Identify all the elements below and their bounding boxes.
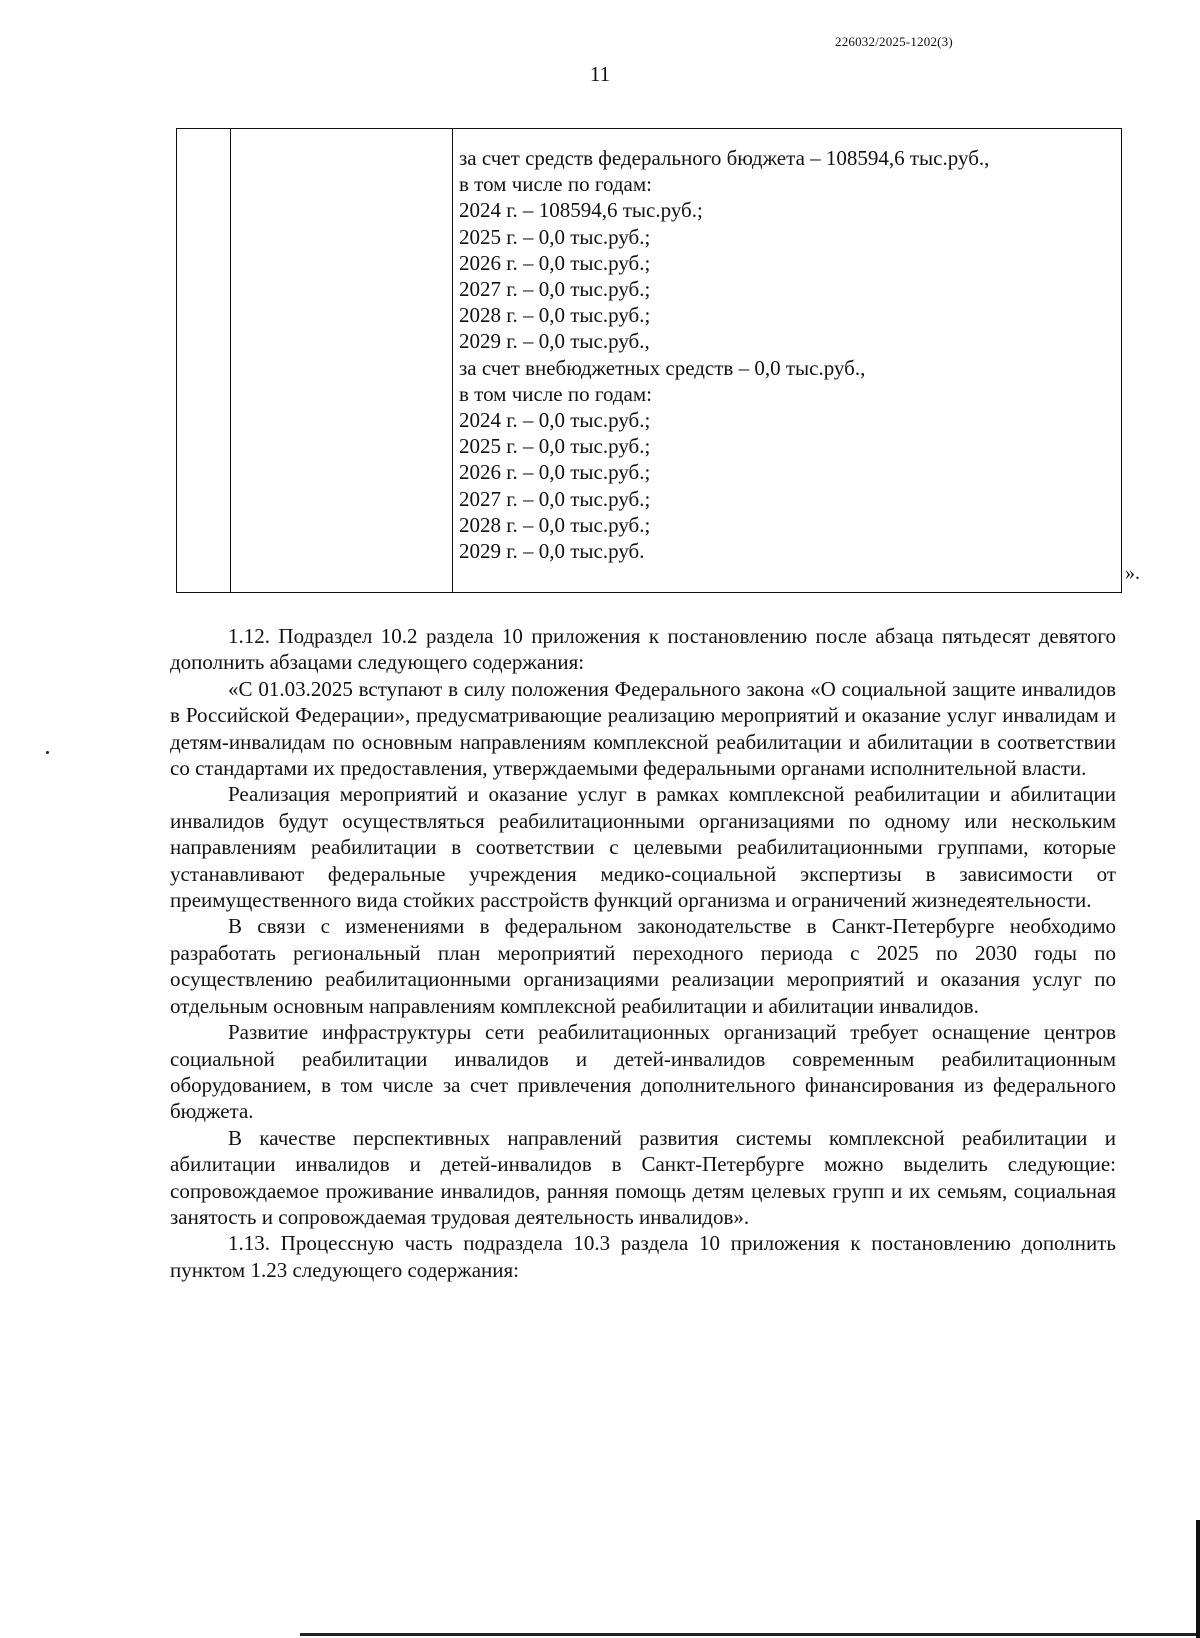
funding-line: 2024 г. – 108594,6 тыс.руб.; — [459, 198, 703, 223]
paragraph-directions: В качестве перспективных направлений развития системы комплексной реабилитации и абилитации инвалидов и детей-инвалидов в Санкт-Петербурге можно выделить следующие: сопровождаемое проживание инвалидов, ранняя помощь детям целевых групп и их семьям, социальная занятость и сопровождаемая трудовая деятельность инвалидов». — [170, 1125, 1116, 1229]
scan-bottom-edge — [300, 1633, 1200, 1636]
table-column-divider — [452, 129, 453, 592]
paragraph-legislation: В связи с изменениями в федеральном законодательстве в Санкт-Петербурге необходимо разработать региональный план мероприятий переходного периода с 2025 по 2030 годы по осуществлению реабилитационными организациями реализации мероприятий и оказания услуг по отдельным основным направлениям комплексной реабилитации и абилитации инвалидов. — [170, 914, 1116, 1018]
funding-line: 2028 г. – 0,0 тыс.руб.; — [459, 512, 651, 537]
funding-line: 2026 г. – 0,0 тыс.руб.; — [459, 250, 651, 275]
funding-table — [176, 128, 1122, 593]
funding-line: за счет внебюджетных средств – 0,0 тыс.руб., — [459, 355, 866, 380]
funding-line: 2027 г. – 0,0 тыс.руб.; — [459, 486, 651, 511]
funding-line: в том числе по годам: — [459, 381, 652, 406]
funding-line: 2028 г. – 0,0 тыс.руб.; — [459, 303, 651, 328]
paragraph-implementation: Реализация мероприятий и оказание услуг в рамках комплексной реабилитации и абилитации инвалидов будут осуществляться реабилитационными организациями по одному или нескольким направлениям реабилитации в соответствии с целевыми реабилитационными группами, которые устанавливают федеральные учреждения медико-социальной экспертизы в зависимости от преимущественного вида стойких расстройств функций организма и ограничений жизнедеятельности. — [170, 782, 1116, 913]
closing-quote: ». — [1125, 562, 1140, 584]
table-column-divider — [230, 129, 231, 592]
funding-line: за счет средств федерального бюджета – 108594,6 тыс.руб., — [459, 146, 990, 170]
funding-line: в том числе по годам: — [459, 172, 652, 197]
document-body — [170, 623, 1116, 1283]
funding-line: 2025 г. – 0,0 тыс.руб.; — [459, 224, 651, 249]
funding-line: 2029 г. – 0,0 тыс.руб., — [459, 329, 650, 354]
funding-line: 2024 г. – 0,0 тыс.руб.; — [459, 408, 651, 433]
funding-line: 2026 г. – 0,0 тыс.руб.; — [459, 460, 651, 485]
scan-speck — [46, 751, 49, 754]
scan-right-edge — [1196, 1520, 1200, 1638]
paragraph-quote-start: «С 01.03.2025 вступают в силу положения Федерального закона «О социальной защите инвалидов в Российской Федерации», предусматривающие реализацию мероприятий и оказание услуг инвалидам и детям-инвалидам по основным направлениям комплексной реабилитации и абилитации в соответствии со стандартами их предоставления, утверждаемыми федеральными органами исполнительной власти. — [170, 676, 1116, 781]
document-registration-number: 226032/2025-1202(3) — [835, 34, 953, 49]
paragraph-1-13: 1.13. Процессную часть подраздела 10.3 раздела 10 приложения к постановлению дополнить пунктом 1.23 следующего содержания: — [170, 1231, 1116, 1282]
page-number: 11 — [589, 62, 611, 86]
paragraph-1-12: 1.12. Подраздел 10.2 раздела 10 приложения к постановлению после абзаца пятьдесят девятого дополнить абзацами следующего содержания: — [170, 624, 1116, 675]
funding-line: 2027 г. – 0,0 тыс.руб.; — [459, 277, 651, 302]
funding-line: 2029 г. – 0,0 тыс.руб. — [459, 539, 645, 564]
funding-cell — [459, 145, 1109, 564]
paragraph-infrastructure: Развитие инфраструктуры сети реабилитационных организаций требует оснащение центров социальной реабилитации инвалидов и детей-инвалидов современным реабилитационным оборудованием, в том числе за счет привлечения дополнительного финансирования из федерального бюджета. — [170, 1020, 1116, 1124]
funding-line: 2025 г. – 0,0 тыс.руб.; — [459, 434, 651, 459]
